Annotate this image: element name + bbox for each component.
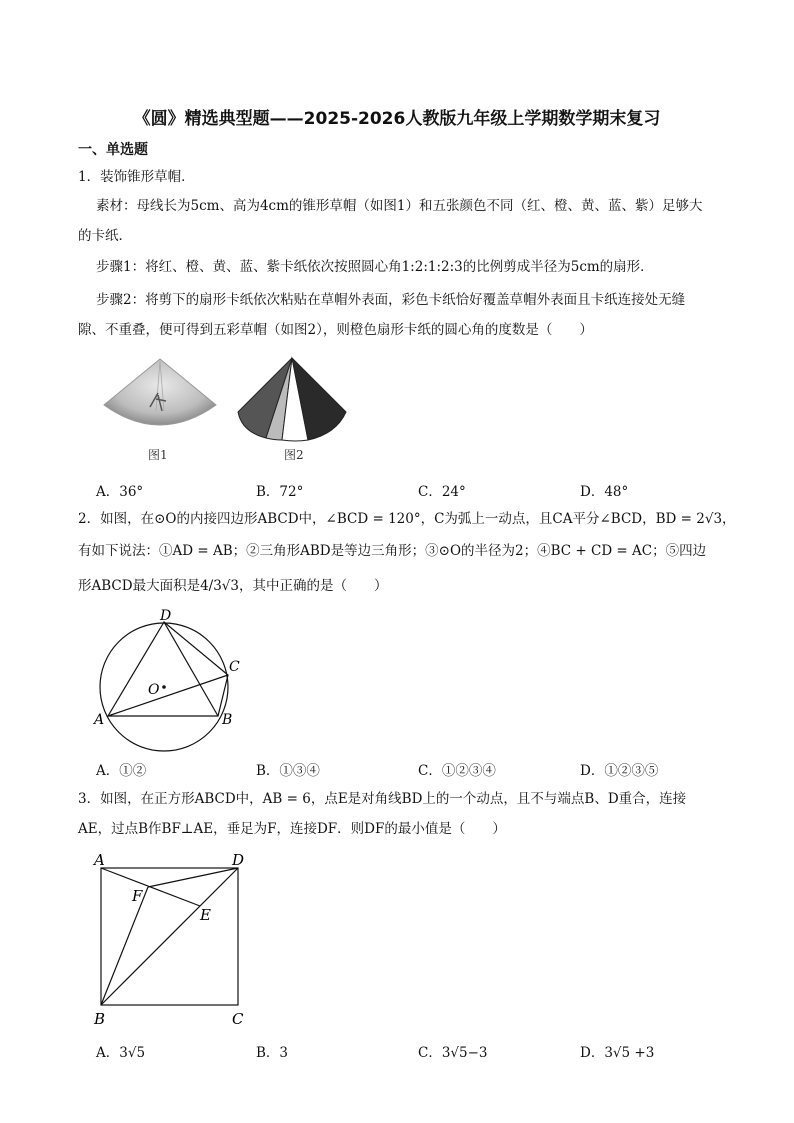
square-figure	[88, 848, 258, 1026]
label-d: D	[160, 608, 172, 624]
q2-option-d[interactable]: D．①②③⑤	[580, 763, 659, 779]
q2-line-3: 形ABCD最大面积是4/3√3，其中正确的是（ ）	[78, 578, 388, 594]
q2-option-c[interactable]: C．①②③④	[418, 763, 496, 779]
q3-option-b[interactable]: B．3	[256, 1045, 289, 1061]
label-a: A	[94, 712, 105, 728]
section-heading: 一、单选题	[78, 142, 148, 158]
colored-cone-figure	[236, 356, 348, 442]
label-b: B	[94, 1010, 106, 1026]
figure-1-caption: 图1	[148, 448, 168, 462]
label-c: C	[229, 659, 240, 675]
q3-line-1: 3．如图，在正方形ABCD中，AB = 6，点E是对角线BD上的一个动点，且不与端点B、D重合，连接	[78, 791, 687, 807]
label-o: O	[148, 682, 160, 698]
q2-option-b[interactable]: B．①③④	[256, 763, 320, 779]
label-c: C	[232, 1010, 244, 1026]
label-d: D	[232, 851, 245, 869]
q1-option-a[interactable]: A．36°	[96, 484, 144, 500]
page-title: 《圆》精选典型题——2025-2026人教版九年级上学期数学期末复习	[133, 109, 661, 129]
label-e: E	[200, 906, 211, 924]
q1-option-d[interactable]: D．48°	[580, 484, 629, 500]
q2-line-1: 2．如图，在⊙O的内接四边形ABCD中，∠BCD = 120°，C为弧上一动点，且CA平分∠BCD，BD = 2√3，	[78, 511, 736, 527]
q1-line-2: 素材：母线长为5cm、高为4cm的锥形草帽（如图1）和五张颜色不同（红、橙、黄、蓝、紫）足够大	[96, 198, 703, 214]
q1-line-5: 步骤2：将剪下的扇形卡纸依次粘贴在草帽外表面，彩色卡纸恰好覆盖草帽外表面且卡纸连接处无缝	[96, 292, 686, 308]
q3-line-2: AE，过点B作BF⊥AE，垂足为F，连接DF．则DF的最小值是（ ）	[78, 821, 506, 837]
q2-line-2: 有如下说法：①AD = AB；②三角形ABD是等边三角形；③⊙O的半径为2；④BC + CD = AC；⑤四边	[78, 543, 707, 559]
q1-line-3: 的卡纸．	[78, 228, 132, 244]
label-f: F	[132, 887, 143, 905]
circle-quadrilateral-figure	[92, 604, 252, 754]
q1-line-6: 隙、不重叠，便可得到五彩草帽（如图2），则橙色扇形卡纸的圆心角的度数是（ ）	[78, 322, 593, 338]
q1-option-b[interactable]: B．72°	[256, 484, 304, 500]
q3-option-a[interactable]: A．3√5	[96, 1045, 146, 1061]
q3-option-d[interactable]: D．3√5 +3	[580, 1045, 655, 1061]
label-b: B	[222, 712, 233, 728]
figure-2-caption: 图2	[284, 448, 304, 462]
q2-option-a[interactable]: A．①②	[96, 763, 147, 779]
q1-line-4: 步骤1：将红、橙、黄、蓝、紫卡纸依次按照圆心角1:2:1:2:3的比例剪成半径为5cm的扇形．	[96, 259, 654, 275]
straw-hat-figure	[100, 355, 220, 435]
q3-option-c[interactable]: C．3√5−3	[418, 1045, 488, 1061]
q1-option-c[interactable]: C．24°	[418, 484, 466, 500]
label-a: A	[94, 851, 105, 869]
q1-line-1: 1．装饰锥形草帽．	[78, 169, 195, 185]
